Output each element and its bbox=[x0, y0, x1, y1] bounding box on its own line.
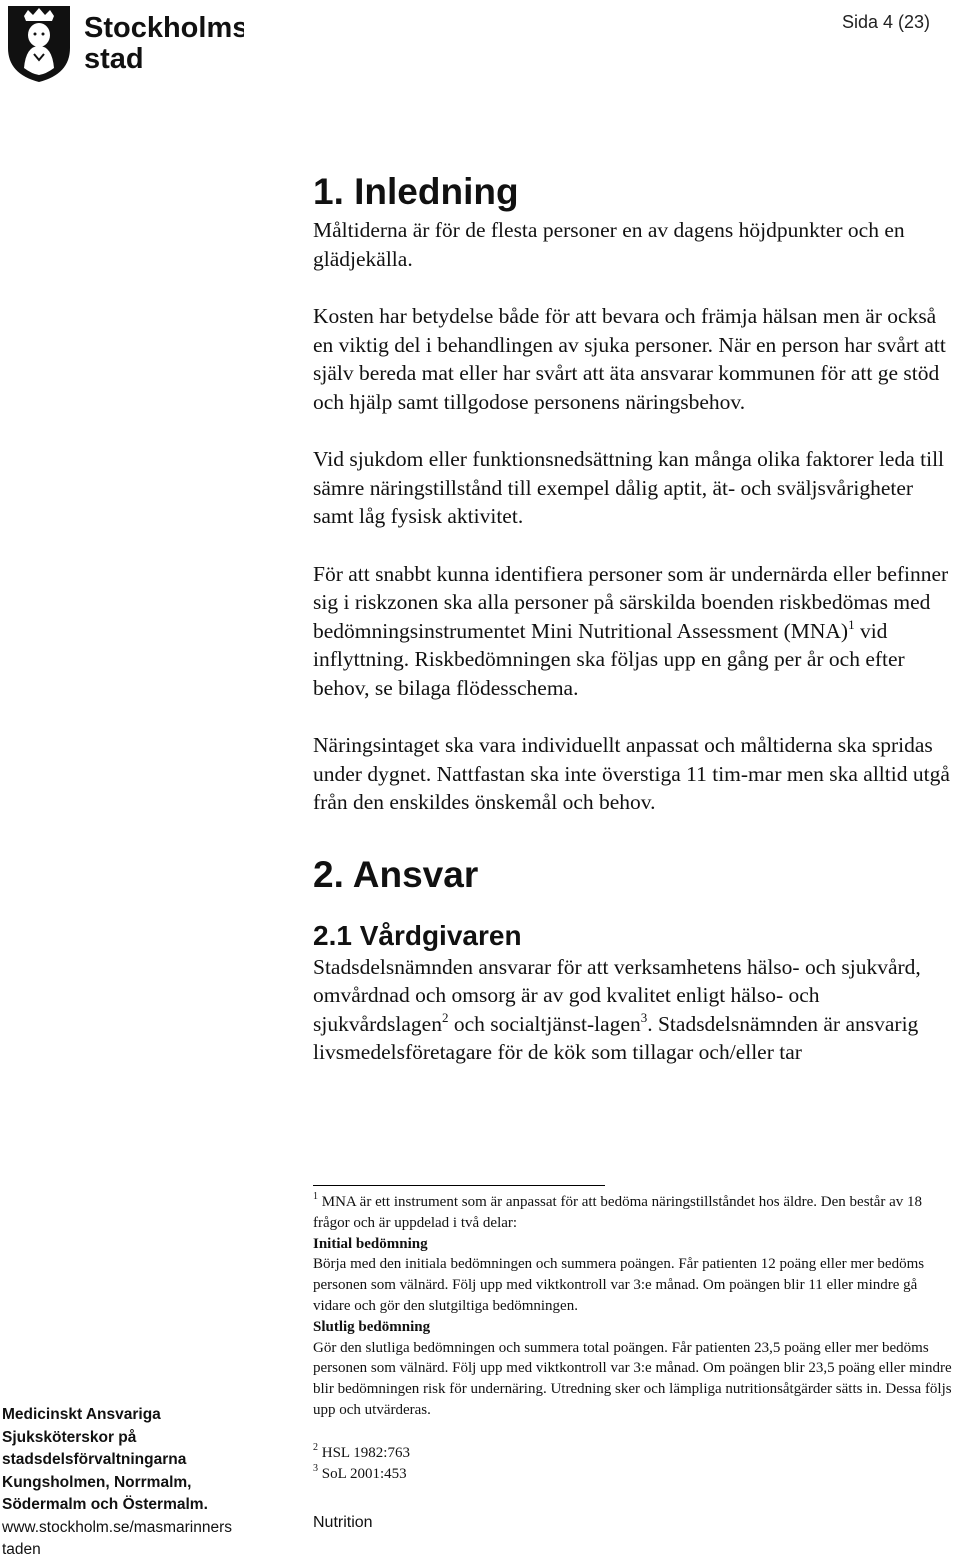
footnotes bbox=[313, 1185, 953, 1532]
main-content bbox=[313, 170, 958, 1067]
paragraph-mna-part1: För att snabbt kunna identifiera personer som är undernärda eller befinner sig i riskzonen ska alla personer på särskilda boenden riskbedömas med bedömningsinstrumentet Mini Nutritional Assessment (MNA) bbox=[313, 561, 949, 643]
footnote-1-heading-initial: Initial bedömning bbox=[313, 1235, 428, 1252]
footnote-1-number: 1 bbox=[313, 1191, 318, 1202]
footnote-2-number: 2 bbox=[313, 1441, 318, 1453]
section-2-1-heading: 2.1 Vårdgivaren bbox=[313, 919, 522, 951]
paragraph-vardgivaren-part2: och socialtjänst-lagen bbox=[448, 1011, 641, 1036]
footnote-1-initial-text: Börja med den initiala bedömningen och summera poängen. Får patienten 12 poäng eller mer bedöms personen som välnärd. Följ upp med viktkontroll var 3:e månad. Om poängen blir 11 eller mindre gå vidare och gör den slutgiltiga bedömningen. bbox=[313, 1256, 925, 1314]
paragraph-kosten: Kosten har betydelse både för att bevara och främja hälsan men är också en viktig del i behandlingen av sjuka personer. När en person har svårt att själv bereda mat eller har svårt att äta ansvarar kommunen för att ge stöd och hjälp samt tillgodose personens näringsbehov. bbox=[313, 304, 946, 414]
sidebar-line-3: stadsdelsförvaltningarna bbox=[2, 1451, 187, 1468]
paragraph-vardgivaren bbox=[313, 953, 958, 1067]
footnote-separator bbox=[313, 1185, 605, 1186]
stockholms-stad-logo bbox=[4, 2, 244, 82]
paragraph-intro: Måltiderna är för de flesta personer en av dagens höjdpunkter och en glädjekälla. bbox=[313, 218, 905, 271]
footnote-1 bbox=[313, 1192, 953, 1234]
sidebar-line-5: Södermalm och Östermalm. bbox=[2, 1496, 208, 1513]
paragraph-vardgivaren-part1: Stadsdelsnämnden ansvarar för att verksamhetens hälso- och sjukvård, omvårdnad och omsorg är av god kvalitet enligt hälso- och sjukvårdslagen bbox=[313, 954, 921, 1036]
footnote-3-number: 3 bbox=[313, 1462, 318, 1474]
paragraph-mna bbox=[313, 560, 958, 703]
coat-of-arms-icon bbox=[8, 6, 70, 82]
footer-label-nutrition: Nutrition bbox=[313, 1514, 373, 1532]
footnote-3: $^3$ SoL 2001:453 bbox=[313, 1462, 407, 1482]
footnote-ref-2: 2 bbox=[441, 1009, 449, 1025]
section-2-heading: 2. Ansvar bbox=[313, 853, 479, 895]
logo-text-line2: stad bbox=[84, 43, 144, 75]
sidebar-footer bbox=[2, 1404, 302, 1562]
page-number: Sida 4 (23) bbox=[841, 12, 930, 32]
footnote-2: $^2$ HSL 1982:763 bbox=[313, 1441, 410, 1461]
sidebar-website-link[interactable]: www.stockholm.se/masmarinners bbox=[2, 1518, 232, 1536]
sidebar-line-4: Kungsholmen, Norrmalm, bbox=[2, 1473, 192, 1491]
section-1-heading: 1. Inledning bbox=[313, 171, 519, 212]
sidebar-line-2: Sjuksköterskor på bbox=[2, 1428, 137, 1446]
sidebar-line-1: Medicinskt Ansvariga bbox=[2, 1406, 161, 1423]
paragraph-vardgivaren-part3: . Stadsdelsnämnden är ansvarig livsmedelsföretagare för de kök som tillagar och/eller tar bbox=[313, 1011, 919, 1064]
paragraph-naringsintag: Näringsintaget ska vara individuellt anpassat och måltiderna ska spridas under dygnet. Nattfastan ska inte överstiga 11 tim-mar men ska alltid utgå från den enskildes önskemål och behov. bbox=[313, 733, 950, 814]
sidebar-website-link-cont[interactable]: taden bbox=[2, 1541, 41, 1558]
footnote-1-heading-final: Slutlig bedömning bbox=[313, 1318, 431, 1335]
logo-text-line1: Stockholms bbox=[84, 12, 244, 44]
footnote-ref-1: 1 bbox=[848, 616, 855, 632]
footnote-ref-3: 3 bbox=[640, 1009, 648, 1025]
footnote-1-final-text: Gör den slutliga bedömningen och summera total poängen. Får patienten 23,5 poäng eller mer bedöms personen som välnärd. Följ upp med viktkontroll var 3:e månad. Om poängen blir 23,5 poäng eller mindre blir bedömningen risk för undernäring. Utredning sker och lämpliga nutritionsåtgärder sätts in. Dessa följs upp och utvärderas. bbox=[313, 1339, 952, 1418]
paragraph-sjukdom: Vid sjukdom eller funktionsnedsättning kan många olika faktorer leda till sämre näringstillstånd till exempel dålig aptit, ät- och sväljsvårigheter samt låg fysisk aktivitet. bbox=[313, 447, 945, 528]
paragraph-mna-part2: vid inflyttning. Riskbedömningen ska följas upp en gång per år och efter behov, se bilaga flödesschema. bbox=[313, 618, 905, 700]
footnote-1-intro: MNA är ett instrument som är anpassat för att bedöma näringstillståndet hos äldre. Den består av 18 frågor och är uppdelad i två delar: bbox=[313, 1194, 923, 1231]
